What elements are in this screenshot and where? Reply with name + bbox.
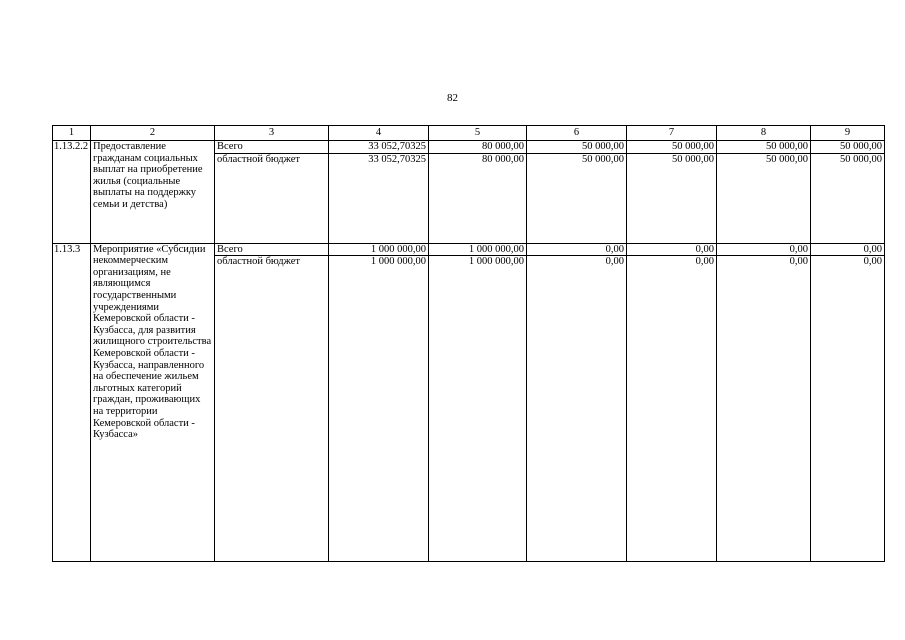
column-header: 5 (429, 126, 527, 141)
column-header: 2 (91, 126, 215, 141)
amount-cell: 80 000,00 (429, 141, 527, 154)
amount-cell: 50 000,00 (811, 141, 885, 154)
amount-cell: 1 000 000,00 (329, 243, 429, 256)
row-name: Мероприятие «Субсидии некоммерческим организациям, не являющимся государственными учреждениями Кемеровской области - Кузбасса, для развития жилищного строительства Кемеровской области - Кузбасса, направленного на обеспечение жильем льготных категорий граждан, проживающих на территории Кемеровской области - Кузбасса» (91, 243, 215, 562)
column-header: 3 (215, 126, 329, 141)
amount-cell: 50 000,00 (717, 153, 811, 243)
amount-cell: 1 000 000,00 (429, 243, 527, 256)
table-row (53, 243, 885, 256)
row-code: 1.13.2.2 (53, 141, 91, 244)
funding-source: Всего (215, 243, 329, 256)
amount-cell: 50 000,00 (627, 141, 717, 154)
amount-cell: 0,00 (811, 256, 885, 562)
funding-source: Всего (215, 141, 329, 154)
column-header: 8 (717, 126, 811, 141)
amount-cell: 80 000,00 (429, 153, 527, 243)
row-code: 1.13.3 (53, 243, 91, 562)
amount-cell: 0,00 (627, 256, 717, 562)
page-number: 82 (447, 92, 458, 104)
amount-cell: 50 000,00 (627, 153, 717, 243)
amount-cell: 50 000,00 (717, 141, 811, 154)
column-header: 9 (811, 126, 885, 141)
column-header: 7 (627, 126, 717, 141)
amount-cell: 0,00 (717, 256, 811, 562)
amount-cell: 0,00 (527, 243, 627, 256)
column-header: 4 (329, 126, 429, 141)
header-row (53, 126, 885, 141)
amount-cell: 0,00 (717, 243, 811, 256)
amount-cell: 1 000 000,00 (329, 256, 429, 562)
amount-cell: 33 052,70325 (329, 141, 429, 154)
amount-cell: 50 000,00 (527, 141, 627, 154)
amount-cell: 33 052,70325 (329, 153, 429, 243)
amount-cell: 0,00 (627, 243, 717, 256)
amount-cell: 0,00 (527, 256, 627, 562)
row-name: Предоставление гражданам социальных выплат на приобретение жилья (социальные выплаты на поддержку семьи и детства) (91, 141, 215, 244)
funding-source: областной бюджет (215, 153, 329, 243)
amount-cell: 1 000 000,00 (429, 256, 527, 562)
amount-cell: 50 000,00 (527, 153, 627, 243)
amount-cell: 0,00 (811, 243, 885, 256)
budget-table (52, 125, 885, 562)
table-row (53, 141, 885, 154)
funding-source: областной бюджет (215, 256, 329, 562)
column-header: 1 (53, 126, 91, 141)
amount-cell: 50 000,00 (811, 153, 885, 243)
column-header: 6 (527, 126, 627, 141)
